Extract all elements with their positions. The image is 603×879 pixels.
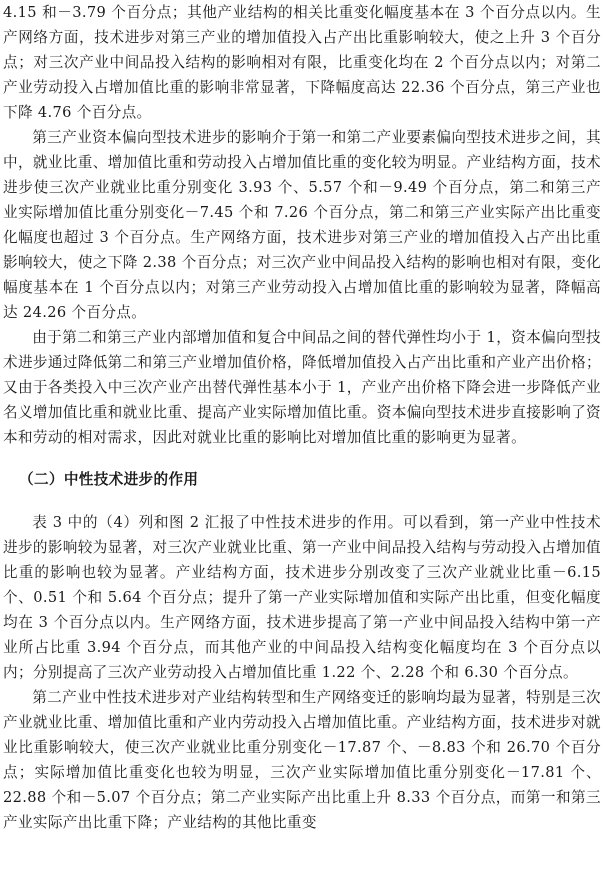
- paragraph-5: 第二产业中性技术进步对产业结构转型和生产网络变迁的影响均最为显著，特别是三次产业就业比重、增加值比重和产业内劳动投入占增加值比重。产业结构方面，技术进步对就业比重影响较大，使三次产业就业比重分别变化－17.87 个、－8.83 个和 26.70 个百分点；实际增加值比重变化也较为明显，三次产业实际增加值比重分别变化－17.81 个、22.88 个和－5.07 个百分点；第二产业实际产出比重上升 8.33 个百分点，而第一和第三产业实际产出比重下降；产业结构的其他比重变: [3, 689, 601, 831]
- paragraph-3: 由于第二和第三产业内部增加值和复合中间品之间的替代弹性均小于 1，资本偏向型技术进步通过降低第二和第三产业增加值价格，降低增加值投入占产出比重和产业产出价格；又由于各类投入中三次产业产出替代弹性基本小于 1，产业产出价格下降会进一步降低产业名义增加值比重和就业比重、提高产业实际增加值比重。资本偏向型技术进步直接影响了资本和劳动的相对需求，因此对就业比重的影响比对增加值比重的影响更为显著。: [3, 329, 601, 446]
- document-page: [3, 0, 601, 879]
- paragraph-4: 表 3 中的（4）列和图 2 汇报了中性技术进步的作用。可以看到，第一产业中性技术进步的影响较为显著，对三次产业就业比重、第一产业中间品投入结构与劳动投入占增加值比重的影响也较为显著。产业结构方面，技术进步分别改变了三次产业就业比重－6.15 个、0.51 个和 5.64 个百分点；提升了第一产业实际增加值和实际产出比重，但变化幅度均在 3 个百分点以内。生产网络方面，技术进步提高了第一产业中间品投入结构中第一产业所占比重 3.94 个百分点，而其他产业的中间品投入结构变化幅度均在 3 个百分点以内；分别提高了三次产业劳动投入占增加值比重 1.22 个、2.28 个和 6.30 个百分点。: [3, 514, 601, 681]
- paragraph-1: 4.15 和－3.79 个百分点；其他产业结构的相关比重变化幅度基本在 3 个百分点以内。生产网络方面，技术进步对第三产业的增加值投入占产出比重影响较大，使之上升 3 个百分点；对三次产业中间品投入结构的影响相对有限，比重变化均在 2 个百分点以内；对第二产业劳动投入占增加值比重的影响非常显著，下降幅度高达 22.36 个百分点，第三产业也下降 4.76 个百分点。: [3, 4, 601, 121]
- section-heading: （二）中性技术进步的作用: [19, 471, 199, 488]
- paragraph-2: 第三产业资本偏向型技术进步的影响介于第一和第二产业要素偏向型技术进步之间，其中，就业比重、增加值比重和劳动投入占增加值比重的变化较为明显。产业结构方面，技术进步使三次产业就业比重分别变化 3.93 个、5.57 个和－9.49 个百分点，第二和第三产业实际增加值比重分别变化－7.45 个和 7.26 个百分点，第二和第三产业实际产出比重变化幅度也超过 3 个百分点。生产网络方面，技术进步对第三产业的增加值投入占产出比重影响较大，使之下降 2.38 个百分点；对三次产业中间品投入结构的影响也相对有限，变化幅度基本在 1 个百分点以内；对第三产业劳动投入占增加值比重的影响较为显著，降幅高达 24.26 个百分点。: [3, 129, 601, 321]
